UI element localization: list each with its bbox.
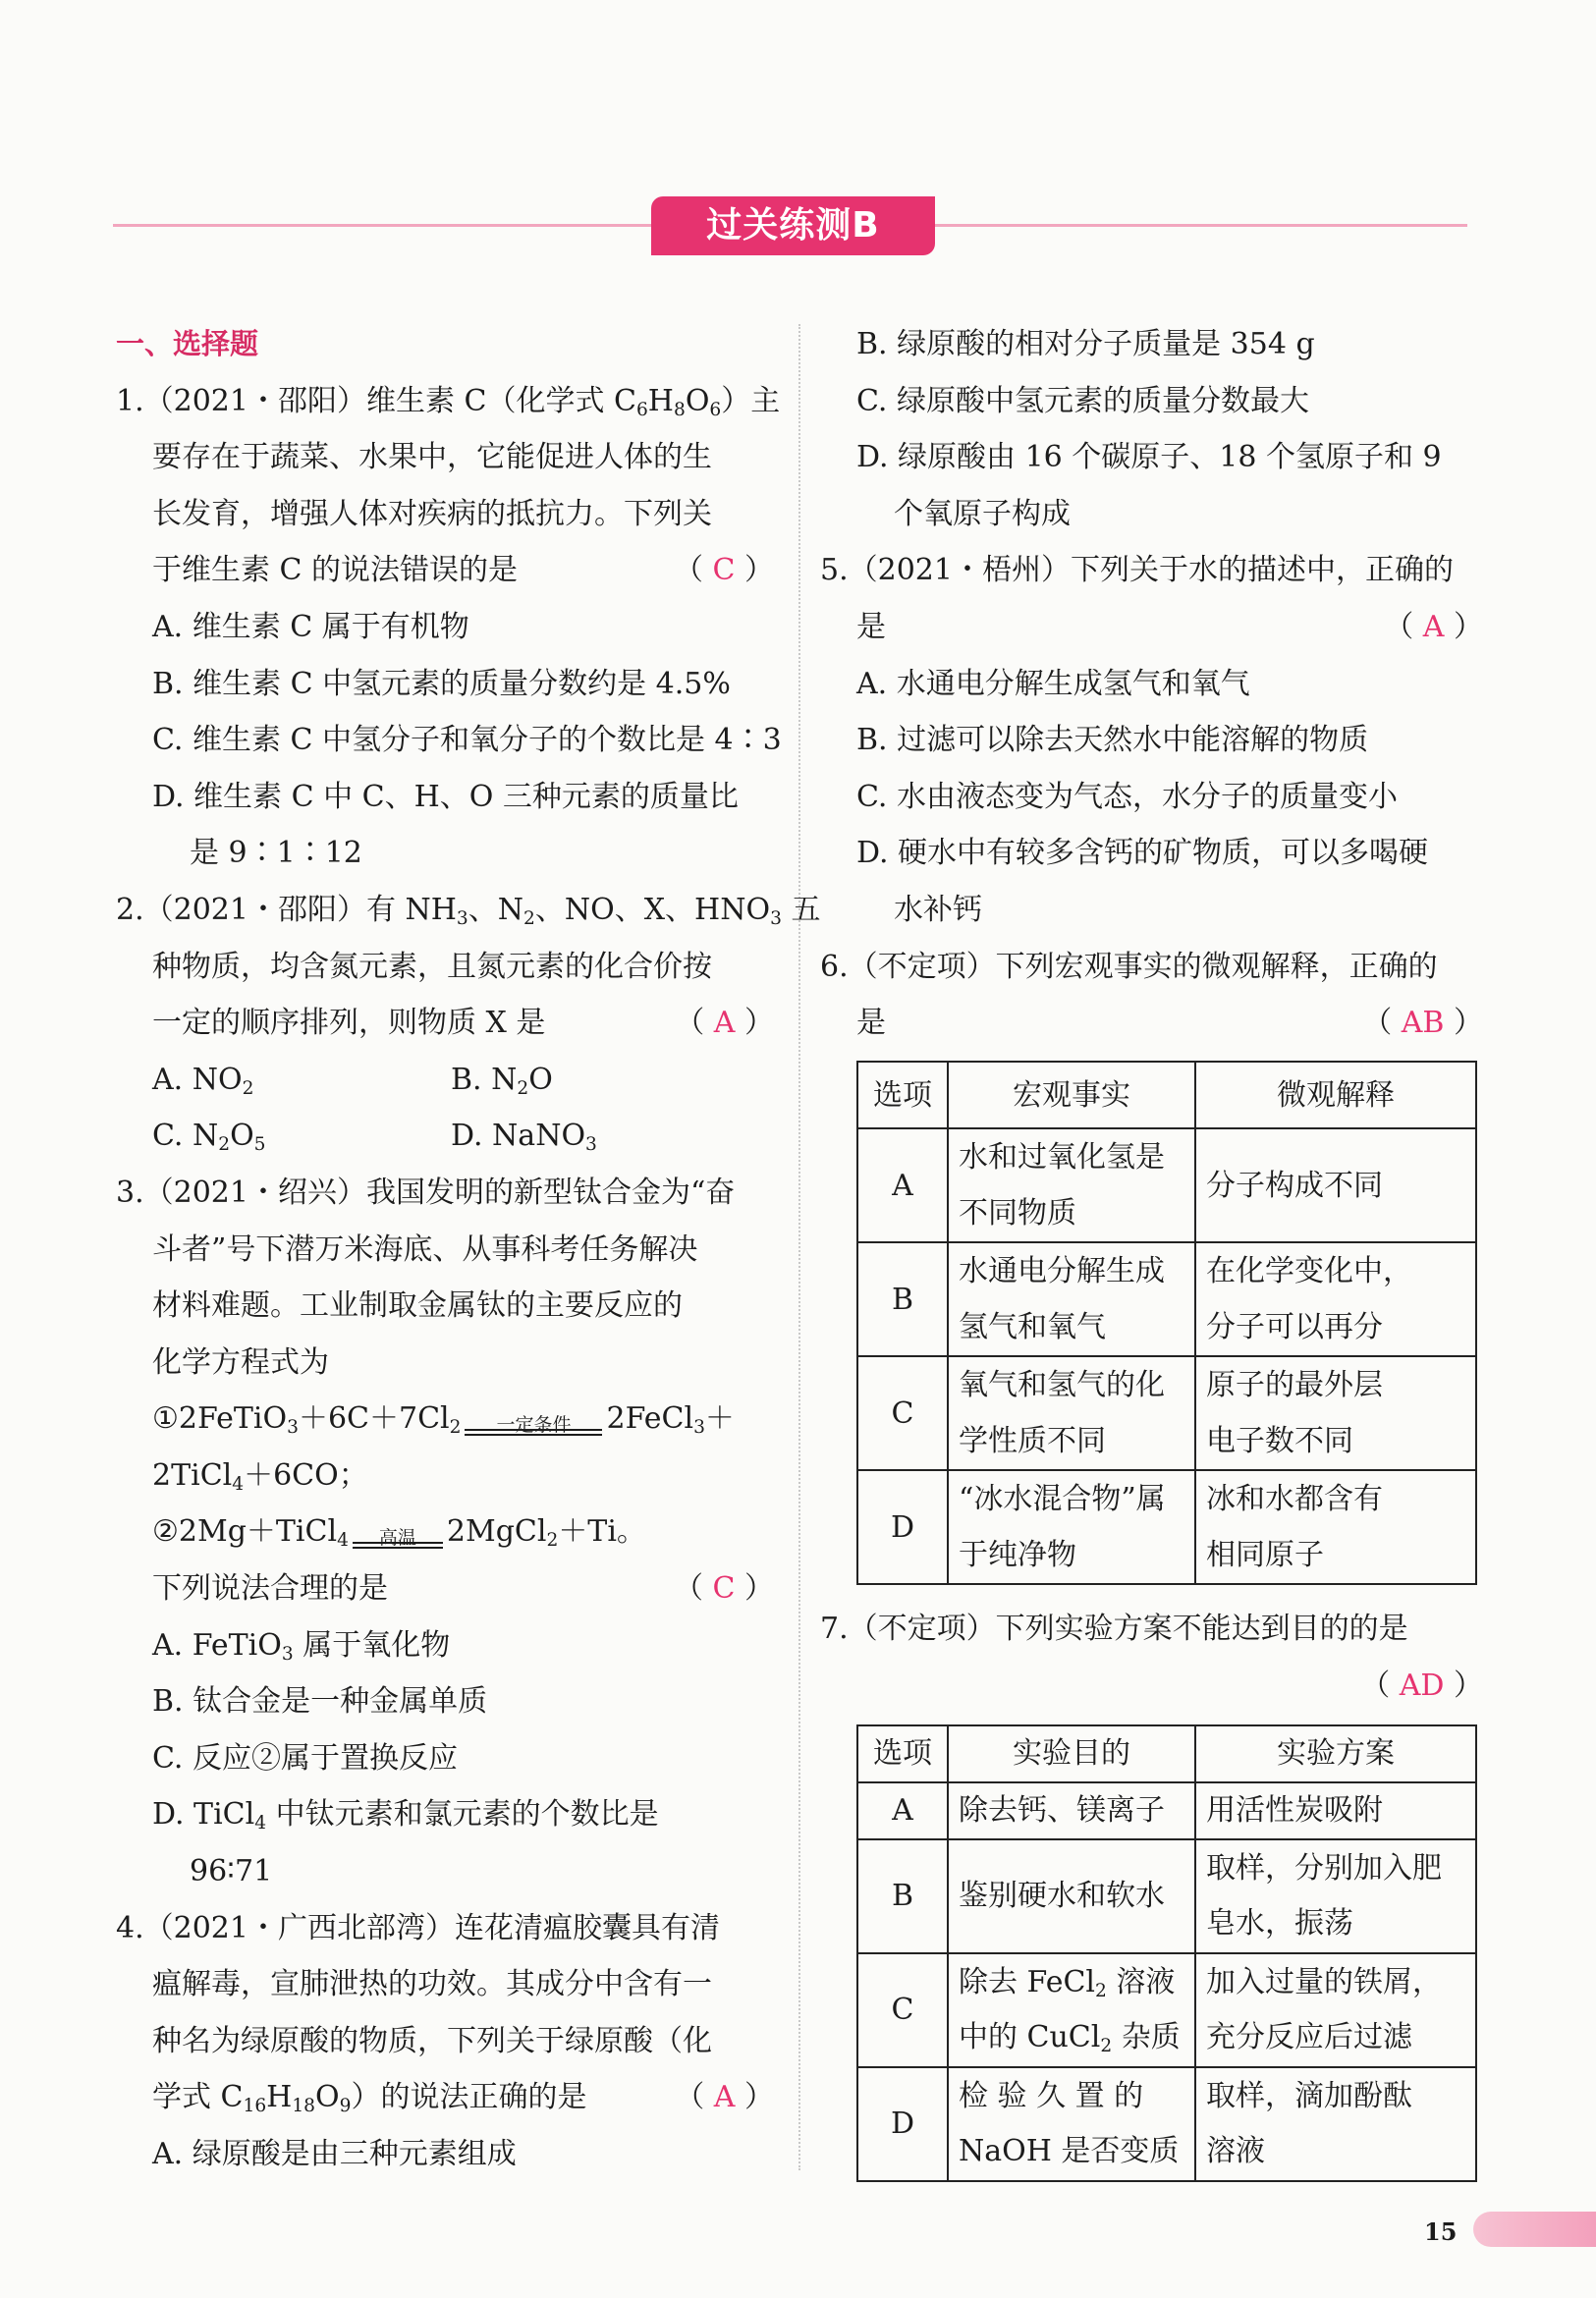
q7-row-c: C 除去 FeCl$_2$ 溶液 中的 CuCl$_2$ 杂质 加入过量的铁屑， 充分反应后过滤 bbox=[857, 1953, 1476, 2067]
q5-answer: A bbox=[1422, 609, 1445, 644]
right-column bbox=[820, 316, 1483, 1052]
q2-option-c: C. $N_2O_5$ bbox=[152, 1119, 266, 1156]
q1-answer: C bbox=[712, 553, 736, 588]
q3-equation-1: $①2FeTiO_3+6C+7Cl_2$ 一定条件 2FeCl$_3$＋ bbox=[116, 1391, 774, 1448]
section-title: 一、选择题 bbox=[116, 327, 259, 360]
q3-option-c: C. 反应②属于置换反应 bbox=[152, 1740, 458, 1776]
q7-table bbox=[856, 1724, 1477, 2182]
q5-option-d-cont: 水补钙 bbox=[894, 892, 982, 927]
page-tab-decoration bbox=[1473, 2212, 1596, 2247]
q3-option-d: D. TiCl$_4$ 中钛元素和氯元素的个数比是 bbox=[152, 1797, 659, 1834]
q6-stem-line2: 是 （ AB ） bbox=[856, 1006, 1483, 1041]
q3-equation-2: ②2Mg＋TiCl$_4$ 高温 2MgCl$_2$＋Ti。 bbox=[116, 1504, 774, 1560]
q5-option-c: C. 水由液态变为气态，水分子的质量变小 bbox=[856, 779, 1398, 814]
q1-option-d-cont: 是 9∶1∶12 bbox=[190, 836, 362, 871]
q1-stem-line4: 于维生素 C 的说法错误的是 （ C ） bbox=[152, 553, 774, 588]
q2-options-ab bbox=[116, 1052, 774, 1109]
q1-stem-line1: 1.（2021・邵阳）维生素 C（化学式 $C_6H_8O_6$）主 bbox=[116, 383, 781, 420]
q7-row-b: B 鉴别硬水和软水 取样，分别加入肥 皂水，振荡 bbox=[857, 1839, 1476, 1953]
q2-stem-line1: 2.（2021・邵阳）有 $NH_3$、$N_2$、NO、X、$HNO_3$ 五 bbox=[116, 892, 821, 930]
q1-option-d: D. 维生素 C 中 C、H、O 三种元素的质量比 bbox=[152, 779, 739, 814]
reaction-condition-2: 高温 bbox=[353, 1522, 443, 1560]
q3-equation-1-cont: 2TiCl$_4$＋6CO； bbox=[152, 1457, 368, 1496]
q6-row-c: C 氧气和氢气的化 学性质不同 原子的最外层 电子数不同 bbox=[857, 1356, 1476, 1470]
section-banner: 过关练测B bbox=[651, 196, 935, 255]
header-rule-left bbox=[113, 224, 651, 227]
left-column bbox=[116, 316, 821, 2183]
q4-stem-line3: 种名为绿原酸的物质，下列关于绿原酸（化 bbox=[152, 2023, 712, 2058]
q1-option-c: C. 维生素 C 中氢分子和氧分子的个数比是 4∶3 bbox=[152, 723, 782, 758]
q7-row-d: D 检 验 久 置 的 NaOH 是否变质 取样，滴加酚酞 溶液 bbox=[857, 2067, 1476, 2181]
q3-option-d-cont: 96∶71 bbox=[190, 1854, 273, 1889]
q3-option-a: A. FeTiO$_3$ 属于氧化物 bbox=[152, 1627, 451, 1665]
q7-block bbox=[820, 1601, 1483, 1714]
q1-option-a: A. 维生素 C 属于有机物 bbox=[152, 609, 469, 644]
q6-row-d: D “冰水混合物”属 于纯净物 冰和水都含有 相同原子 bbox=[857, 1470, 1476, 1584]
q7-row-a: A 除去钙、镁离子 用活性炭吸附 bbox=[857, 1782, 1476, 1839]
q5-option-b: B. 过滤可以除去天然水中能溶解的物质 bbox=[856, 723, 1369, 758]
q3-answer: C bbox=[712, 1571, 736, 1607]
q7-table-header: 选项 实验目的 实验方案 bbox=[857, 1725, 1476, 1782]
q6-table-header: 选项 宏观事实 微观解释 bbox=[857, 1062, 1476, 1128]
q4-option-d-cont: 个氧原子构成 bbox=[894, 496, 1071, 531]
q5-option-a: A. 水通电分解生成氢气和氧气 bbox=[856, 666, 1250, 701]
q4-option-b: B. 绿原酸的相对分子质量是 354 g bbox=[856, 327, 1315, 361]
q5-stem-line2: 是 （ A ） bbox=[856, 609, 1483, 644]
q2-stem-line2: 种物质，均含氮元素，且氮元素的化合价按 bbox=[152, 949, 712, 984]
q3-stem-line1: 3.（2021・绍兴）我国发明的新型钛合金为“奋 bbox=[116, 1175, 736, 1210]
q7-answer-line: （ AD ） bbox=[1360, 1668, 1483, 1703]
q2-option-b: B. $N_2O$ bbox=[451, 1062, 553, 1099]
q4-option-c: C. 绿原酸中氢元素的质量分数最大 bbox=[856, 383, 1309, 418]
q6-row-b: B 水通电分解生成 氢气和氧气 在化学变化中， 分子可以再分 bbox=[857, 1242, 1476, 1356]
q2-stem-line3: 一定的顺序排列，则物质 X 是 （ A ） bbox=[152, 1006, 774, 1041]
column-divider bbox=[798, 324, 800, 2170]
q5-option-d: D. 硬水中有较多含钙的矿物质，可以多喝硬 bbox=[856, 836, 1429, 871]
q1-stem-line2: 要存在于蔬菜、水果中，它能促进人体的生 bbox=[152, 440, 712, 475]
q1-stem-line3: 长发育，增强人体对疾病的抵抗力。下列关 bbox=[152, 496, 712, 531]
q2-option-d: D. NaNO$_3$ bbox=[451, 1119, 597, 1156]
q4-option-a: A. 绿原酸是由三种元素组成 bbox=[152, 2137, 517, 2171]
q3-stem-line2: 斗者”号下潜万米海底、从事科考任务解决 bbox=[152, 1231, 698, 1267]
q2-answer: A bbox=[713, 1006, 736, 1041]
q3-stem-line3: 材料难题。工业制取金属钛的主要反应的 bbox=[152, 1288, 683, 1324]
q2-options-cd bbox=[116, 1108, 774, 1165]
q7-stem: 7.（不定项）下列实验方案不能达到目的的是 bbox=[820, 1612, 1408, 1646]
q6-table bbox=[856, 1061, 1477, 1585]
q2-option-a: A. $NO_2$ bbox=[152, 1062, 254, 1099]
q4-option-d: D. 绿原酸由 16 个碳原子、18 个氢原子和 9 bbox=[856, 440, 1442, 475]
header-rule-right bbox=[935, 224, 1467, 227]
q6-row-a: A 水和过氧化氢是 不同物质 分子构成不同 bbox=[857, 1128, 1476, 1242]
q6-answer: AB bbox=[1401, 1006, 1445, 1041]
q3-option-b: B. 钛合金是一种金属单质 bbox=[152, 1684, 488, 1720]
q1-option-b: B. 维生素 C 中氢元素的质量分数约是 4.5% bbox=[152, 666, 731, 701]
q4-answer: A bbox=[713, 2080, 736, 2115]
q4-stem-line4: 学式 $C_{16}H_{18}O_9$）的说法正确的是 （ A ） bbox=[152, 2080, 774, 2117]
q4-stem-line2: 瘟解毒，宣肺泄热的功效。其成分中含有一 bbox=[152, 1967, 712, 2002]
reaction-condition-1: 一定条件 bbox=[465, 1409, 602, 1448]
page-number: 15 bbox=[1424, 2217, 1458, 2246]
q3-ask: 下列说法合理的是 （ C ） bbox=[152, 1571, 774, 1607]
q5-stem-line1: 5.（2021・梧州）下列关于水的描述中，正确的 bbox=[820, 553, 1454, 588]
q3-stem-line4: 化学方程式为 bbox=[152, 1344, 329, 1380]
q7-answer: AD bbox=[1399, 1668, 1445, 1703]
q6-stem-line1: 6.（不定项）下列宏观事实的微观解释，正确的 bbox=[820, 949, 1438, 984]
q4-stem-line1: 4.（2021・广西北部湾）连花清瘟胶囊具有清 bbox=[116, 1910, 720, 1945]
